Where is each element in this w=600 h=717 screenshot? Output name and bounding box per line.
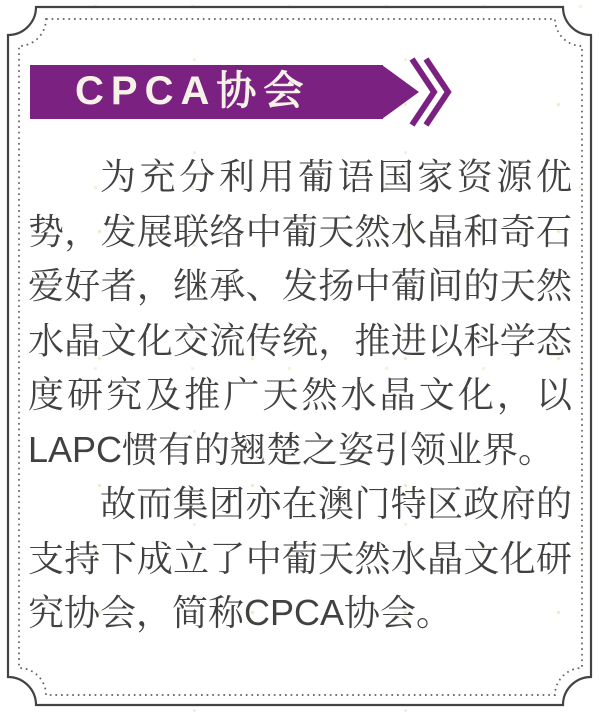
- banner-title: CPCA协会: [75, 69, 311, 113]
- article-text: [28, 150, 572, 641]
- double-chevron-right-icon: [382, 57, 452, 127]
- title-banner: [30, 65, 383, 119]
- paragraph-1: 为充分利用葡语国家资源优势，发展联络中葡天然水晶和奇石爱好者，继承、发扬中葡间的天然水晶文化交流传统，推进以科学态度研究及推广天然水晶文化，以LAPC惯有的翘楚之姿引领业界。: [28, 156, 572, 470]
- banner-arrow-tip: [382, 65, 419, 119]
- paragraph-2: 故而集团亦在澳门特区政府的支持下成立了中葡天然水晶文化研究协会，简称CPCA协会。: [28, 483, 572, 633]
